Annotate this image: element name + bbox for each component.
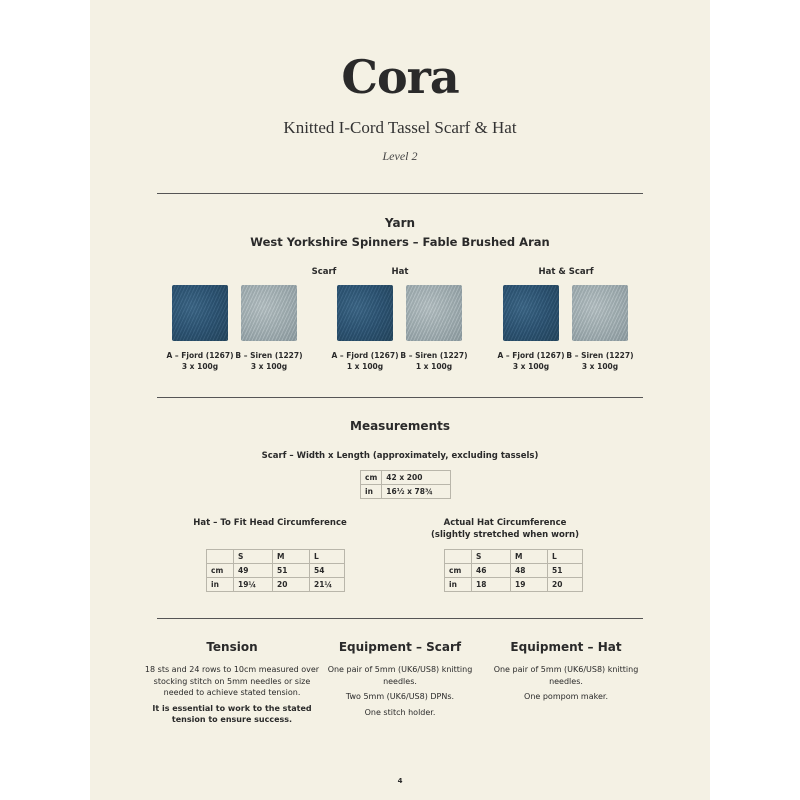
tension-text: 18 sts and 24 rows to 10cm measured over stocking stitch on 5mm needles or size needed to achieve stated tension. It is essential to work to the stated tension to ensure success. xyxy=(144,665,320,724)
swatch-caption: A – Fjord (1267) 3 x 100g xyxy=(166,351,234,371)
pattern-page xyxy=(90,0,710,800)
swatch-siren xyxy=(572,285,628,341)
table-row: in 16½ x 78¾ xyxy=(361,485,451,499)
divider xyxy=(157,193,643,194)
table-row: in 18 19 20 xyxy=(445,578,583,592)
yarn-group-hat-label: Hat xyxy=(391,267,409,277)
measurements-heading: Measurements xyxy=(350,419,450,433)
pattern-title: Cora xyxy=(341,50,459,104)
hat-actual-title: Actual Hat Circumference (slightly stretched when worn) xyxy=(431,518,579,540)
scarf-measurement-title: Scarf – Width x Length (approximately, excluding tassels) xyxy=(261,451,539,461)
scarf-measurement-table xyxy=(360,470,451,499)
table-row: S M L xyxy=(445,550,583,564)
swatch-caption: A – Fjord (1267) 1 x 100g xyxy=(331,351,399,371)
divider xyxy=(157,618,643,619)
difficulty-level: Level 2 xyxy=(382,149,418,163)
pattern-subtitle: Knitted I-Cord Tassel Scarf & Hat xyxy=(283,118,517,137)
table-row: S M L xyxy=(207,550,345,564)
swatch-fjord xyxy=(337,285,393,341)
swatch-caption: B – Siren (1227) 1 x 100g xyxy=(400,351,468,371)
hat-actual-table xyxy=(444,549,583,592)
table-row: in 19¼ 20 21¼ xyxy=(207,578,345,592)
equipment-hat-heading: Equipment – Hat xyxy=(510,640,622,654)
swatch-siren xyxy=(241,285,297,341)
table-row: cm 46 48 51 xyxy=(445,564,583,578)
yarn-heading: Yarn xyxy=(384,216,416,230)
swatch-fjord xyxy=(172,285,228,341)
equipment-scarf-heading: Equipment – Scarf xyxy=(338,640,462,654)
table-row: cm 49 51 54 xyxy=(207,564,345,578)
yarn-brand: West Yorkshire Spinners – Fable Brushed Aran xyxy=(250,235,550,249)
tension-heading: Tension xyxy=(206,640,258,654)
swatch-caption: B – Siren (1227) 3 x 100g xyxy=(566,351,634,371)
swatch-siren xyxy=(406,285,462,341)
page-number: 4 xyxy=(397,777,403,785)
yarn-group-hat-scarf-label: Hat & Scarf xyxy=(538,267,594,277)
swatch-fjord xyxy=(503,285,559,341)
divider xyxy=(157,397,643,398)
swatch-caption: B – Siren (1227) 3 x 100g xyxy=(235,351,303,371)
hat-fit-title: Hat – To Fit Head Circumference xyxy=(193,518,347,528)
hat-fit-table xyxy=(206,549,345,592)
equipment-scarf-list: One pair of 5mm (UK6/US8) knitting needles. Two 5mm (UK6/US8) DPNs. One stitch holder. xyxy=(327,665,473,717)
equipment-hat-list: One pair of 5mm (UK6/US8) knitting needles. One pompom maker. xyxy=(493,665,639,701)
table-row: cm 42 x 200 xyxy=(361,471,451,485)
yarn-group-scarf-label: Scarf xyxy=(311,267,337,277)
swatch-caption: A – Fjord (1267) 3 x 100g xyxy=(497,351,565,371)
